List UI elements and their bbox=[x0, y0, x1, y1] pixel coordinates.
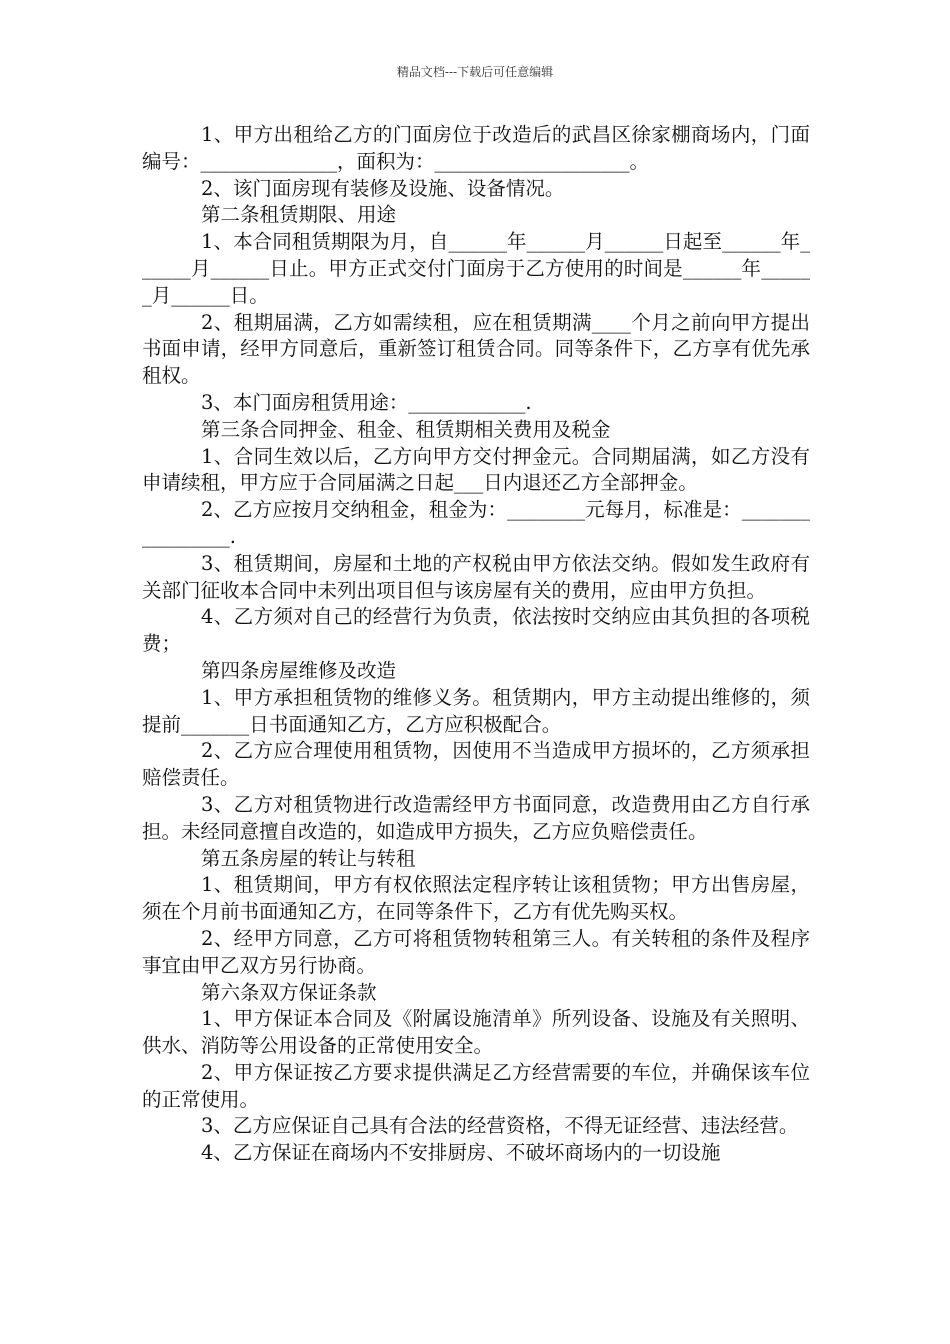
paragraph: 1、甲方出租给乙方的门面房位于改造后的武昌区徐家棚商场内，门面编号：______________，面积为：____________________。 bbox=[142, 123, 810, 173]
paragraph: 4、乙方须对自己的经营行为负责，依法按时交纳应由其负担的各项税费； bbox=[142, 605, 810, 656]
paragraph: 2、乙方应合理使用租赁物，因使用不当造成甲方损坏的，乙方须承担赔偿责任。 bbox=[142, 739, 810, 790]
section-heading: 第五条房屋的转让与转租 bbox=[201, 846, 416, 870]
paragraph: 1、甲方保证本合同及《附属设施清单》所列设备、设施及有关照明、供水、消防等公用设备的正常使用安全。 bbox=[142, 1007, 810, 1058]
section-heading: 第三条合同押金、租金、租赁期相关费用及税金 bbox=[201, 417, 611, 441]
document-body bbox=[142, 122, 810, 1167]
section-heading: 第二条租赁期限、用途 bbox=[201, 203, 397, 227]
page-header: 精品文档---下载后可任意编辑 bbox=[396, 65, 554, 79]
paragraph: 1、合同生效以后，乙方向甲方交付押金元。合同期届满，如乙方没有申请续租，甲方应于合同届满之日起___日内退还乙方全部押金。 bbox=[142, 444, 810, 495]
paragraph: 1、租赁期间，甲方有权依照法定程序转让该租赁物；甲方出售房屋，须在个月前书面通知乙方，在同等条件下，乙方有优先购买权。 bbox=[142, 873, 810, 924]
paragraph: 1、甲方承担租赁物的维修义务。租赁期内，甲方主动提出维修的，须提前_______日书面通知乙方，乙方应积极配合。 bbox=[142, 685, 810, 736]
paragraph: 3、租赁期间，房屋和土地的产权税由甲方依法交纳。假如发生政府有关部门征收本合同中未列出项目但与该房屋有关的费用，应由甲方负担。 bbox=[142, 551, 810, 602]
paragraph: 2、租期届满，乙方如需续租，应在租赁期满____个月之前向甲方提出书面申请，经甲方同意后，重新签订租赁合同。同等条件下，乙方享有优先承租权。 bbox=[142, 310, 810, 388]
paragraph: 2、乙方应按月交纳租金，租金为：________元每月，标准是：________________. bbox=[142, 498, 810, 548]
paragraph: 3、乙方应保证自己具有合法的经营资格，不得无证经营、违法经营。 bbox=[201, 1114, 799, 1138]
paragraph: 3、乙方对租赁物进行改造需经甲方书面同意，改造费用由乙方自行承担。未经同意擅自改造的，如造成甲方损失，乙方应负赔偿责任。 bbox=[142, 792, 810, 843]
paragraph: 2、甲方保证按乙方要求提供满足乙方经营需要的车位，并确保该车位的正常使用。 bbox=[142, 1060, 810, 1111]
section-heading: 第四条房屋维修及改造 bbox=[201, 658, 397, 682]
paragraph: 3、本门面房租赁用途：____________. bbox=[201, 390, 532, 414]
paragraph: 2、经甲方同意，乙方可将租赁物转租第三人。有关转租的条件及程序事宜由甲乙双方另行协商。 bbox=[142, 926, 810, 977]
section-heading: 第六条双方保证条款 bbox=[201, 980, 377, 1004]
paragraph: 2、该门面房现有装修及设施、设备情况。 bbox=[201, 176, 565, 200]
paragraph: 1、本合同租赁期限为月，自______年______月______日起至______年______月______日止。甲方正式交付门面房于乙方使用的时间是______年______月______日。 bbox=[142, 230, 810, 307]
paragraph: 4、乙方保证在商场内不安排厨房、不破坏商场内的一切设施 bbox=[201, 1141, 721, 1165]
